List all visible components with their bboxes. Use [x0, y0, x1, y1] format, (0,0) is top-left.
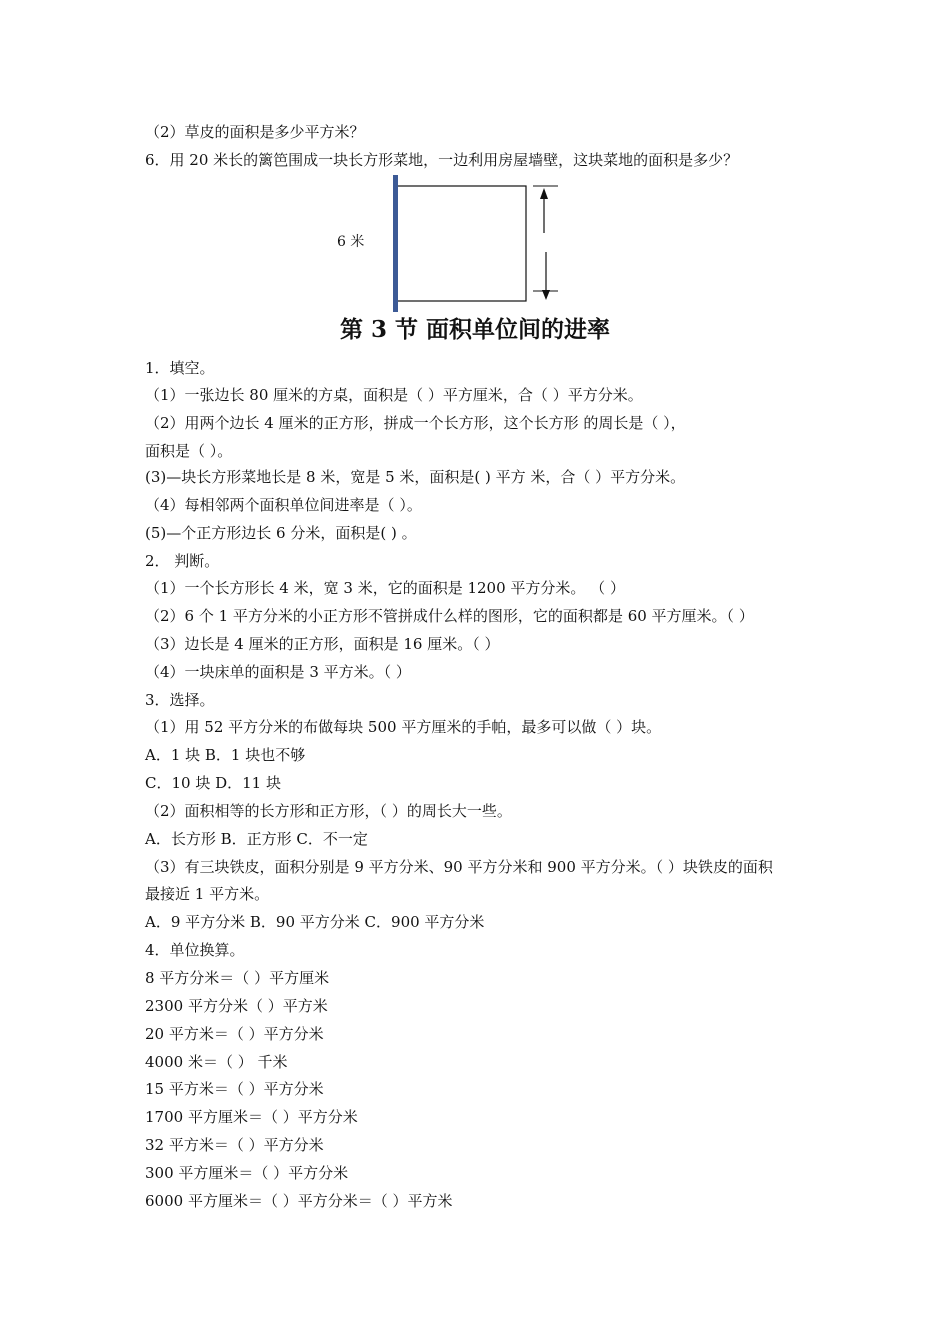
choice-option: C．10 块 D．11 块	[145, 774, 281, 792]
judge-item: （4）一块床单的面积是 3 平方米。（ ）	[145, 663, 411, 681]
judge-item: （1）一个长方形长 4 米，宽 3 米，它的面积是 1200 平方分米。 （ ）	[145, 579, 625, 597]
fill-blank-item: 面积是（ ）。	[145, 442, 233, 460]
house-wall	[393, 175, 398, 312]
choice-item: （1）用 52 平方分米的布做每块 500 平方厘米的手帕，最多可以做（ ）块。	[145, 718, 662, 736]
convert-heading: 4．单位换算。	[145, 941, 245, 959]
choice-item: 最接近 1 平方米。	[145, 885, 270, 903]
choice-heading: 3．选择。	[145, 691, 215, 709]
vegetable-garden-figure	[330, 172, 570, 312]
garden-rectangle	[396, 186, 526, 301]
prev-question-2: （2）草皮的面积是多少平方米？	[145, 123, 365, 141]
convert-item: 300 平方厘米＝（ ）平方分米	[145, 1164, 349, 1182]
convert-item: 2300 平方分米（ ）平方米	[145, 997, 328, 1015]
prev-question-6: 6．用 20 米长的篱笆围成一块长方形菜地，一边利用房屋墙壁，这块菜地的面积是多少？	[145, 151, 739, 169]
fill-blank-item: （2）用两个边长 4 厘米的正方形，拼成一个长方形，这个长方形 的周长是（ ），	[145, 414, 686, 432]
judge-item: （2）6 个 1 平方分米的小正方形不管拼成什么样的图形，它的面积都是 60 平方厘米。（ ）	[145, 607, 754, 625]
fill-blank-item: (3)—块长方形菜地长是 8 米，宽是 5 米，面积是( ) 平方 米，合（ ）平方分米。	[145, 468, 686, 486]
convert-item: 4000 米＝（ ） 千米	[145, 1053, 288, 1071]
convert-item: 8 平方分米＝（ ）平方厘米	[145, 969, 330, 987]
choice-item: （2）面积相等的长方形和正方形，（ ）的周长大一些。	[145, 802, 512, 820]
arrowhead-up-icon	[540, 188, 548, 199]
convert-item: 1700 平方厘米＝（ ）平方分米	[145, 1108, 358, 1126]
judge-item: （3）边长是 4 厘米的正方形，面积是 16 厘米。（ ）	[145, 635, 500, 653]
choice-option: A．1 块 B．1 块也不够	[145, 746, 306, 764]
arrowhead-down-icon	[542, 290, 550, 300]
choice-item: （3）有三块铁皮，面积分别是 9 平方分米、90 平方分米和 900 平方分米。（ ）块铁皮的面积	[145, 858, 773, 876]
fill-blank-item: (5)—个正方形边长 6 分米，面积是( ) 。	[145, 524, 417, 542]
convert-item: 20 平方米＝（ ）平方分米	[145, 1025, 324, 1043]
convert-item: 15 平方米＝（ ）平方分米	[145, 1080, 324, 1098]
convert-item: 32 平方米＝（ ）平方分米	[145, 1136, 324, 1154]
judge-heading: 2． 判断。	[145, 552, 220, 570]
fill-blank-heading: 1．填空。	[145, 359, 215, 377]
fill-blank-item: （4）每相邻两个面积单位间进率是（ ）。	[145, 496, 422, 514]
figure-label: 6 米	[337, 234, 365, 250]
convert-item: 6000 平方厘米＝（ ）平方分米＝（ ）平方米	[145, 1192, 453, 1210]
choice-option: A．9 平方分米 B．90 平方分米 C．900 平方分米	[145, 913, 485, 931]
section-title: 第 3 节 面积单位间的进率	[339, 316, 611, 343]
choice-option: A．长方形 B．正方形 C．不一定	[145, 830, 368, 848]
fill-blank-item: （1）一张边长 80 厘米的方桌，面积是（ ）平方厘米，合（ ）平方分米。	[145, 386, 643, 404]
